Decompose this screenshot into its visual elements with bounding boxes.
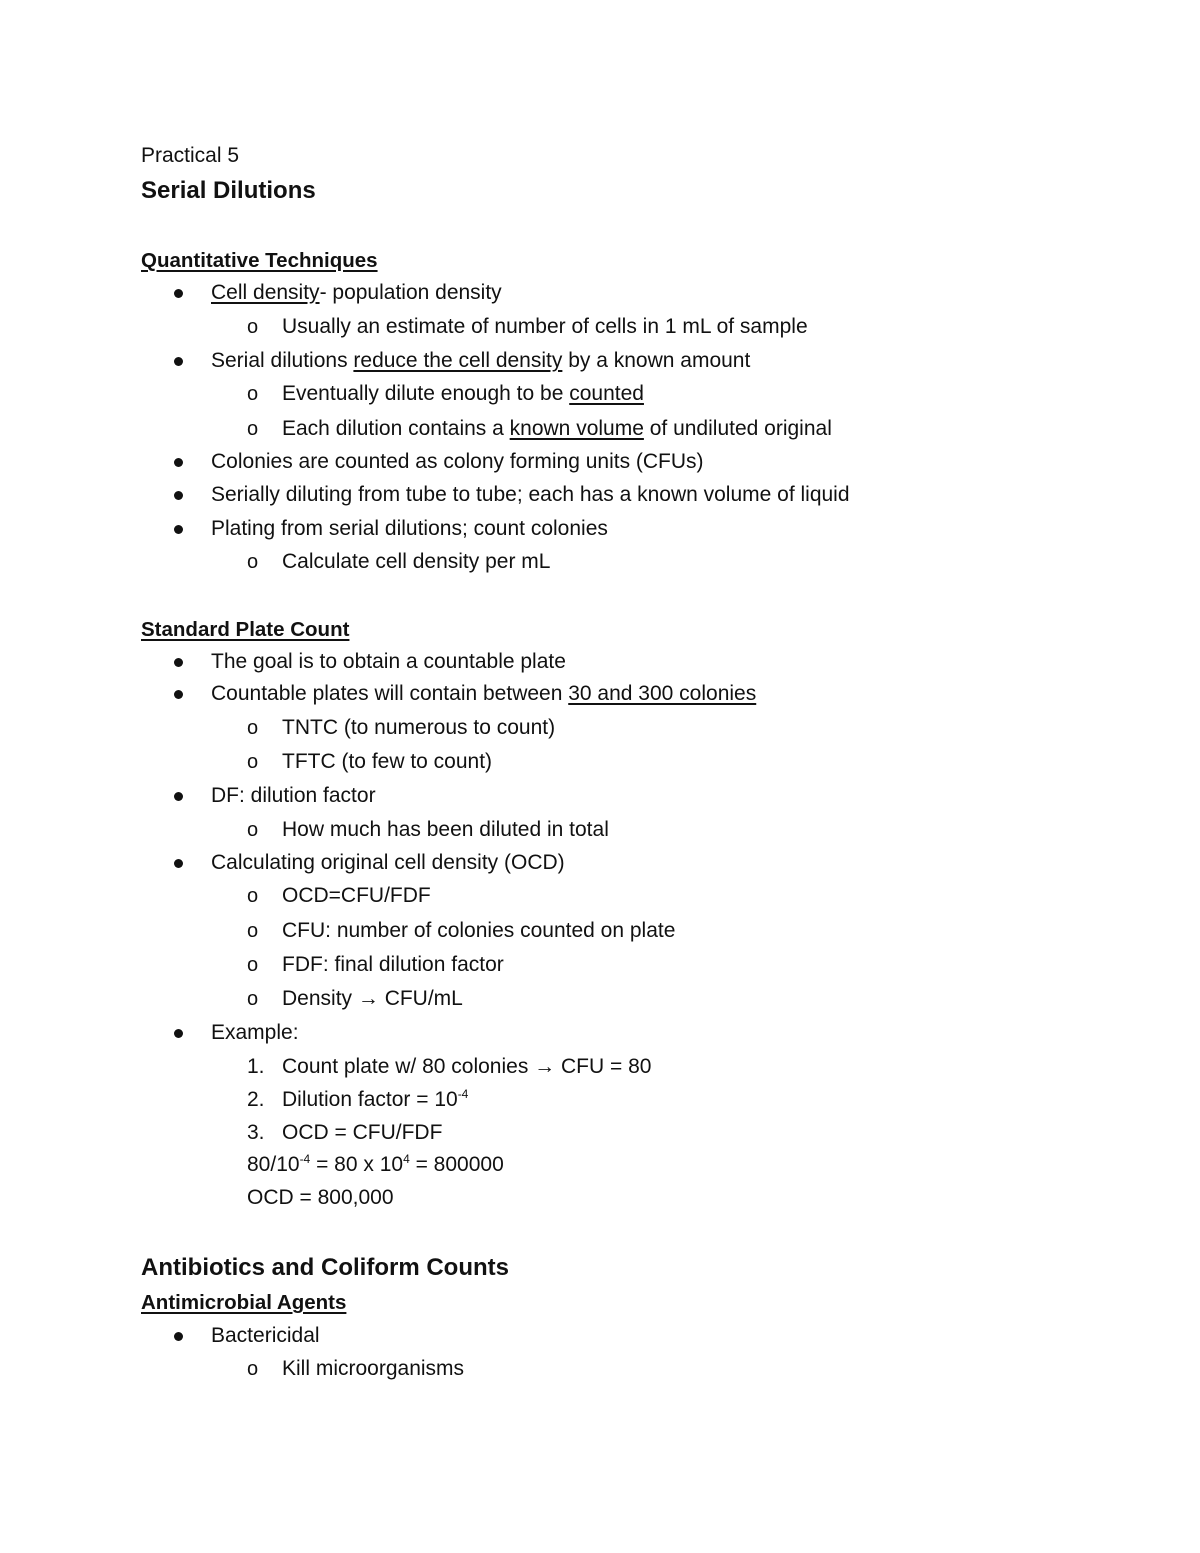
bullet-icon: [174, 850, 186, 876]
bullet-icon: [174, 482, 186, 508]
sub-list-item: Eventually dilute enough to be counted: [282, 382, 644, 405]
sub-list-item: Kill microorganisms: [282, 1357, 465, 1380]
bullet-icon: [174, 1020, 186, 1046]
result-line: OCD = 800,000: [247, 1186, 394, 1209]
list-number: 1.: [247, 1055, 265, 1078]
bullet-icon: [174, 783, 186, 809]
list-item: Countable plates will contain between 30 and 300 colonies: [211, 682, 757, 705]
list-number: 3.: [247, 1121, 265, 1144]
list-item: Bactericidal: [211, 1324, 320, 1347]
list-item: The goal is to obtain a countable plate: [211, 650, 566, 673]
sub-bullet-icon: o: [247, 954, 259, 976]
list-item: Example:: [211, 1021, 299, 1044]
section-heading-antimicrobial-agents: Antimicrobial Agents: [141, 1291, 347, 1314]
sub-bullet-icon: o: [247, 885, 259, 907]
sub-bullet-icon: o: [247, 920, 259, 942]
bullet-icon: [174, 1323, 186, 1349]
sub-bullet-icon: o: [247, 383, 259, 405]
sub-list-item: CFU: number of colonies counted on plate: [282, 919, 676, 942]
sub-bullet-icon: o: [247, 988, 259, 1010]
sub-list-item: OCD=CFU/FDF: [282, 884, 431, 907]
arrow-right-icon: →: [357, 987, 379, 1010]
sub-list-item: FDF: final dilution factor: [282, 953, 504, 976]
bullet-icon: [174, 348, 186, 374]
sub-bullet-icon: o: [247, 316, 259, 338]
bullet-icon: [174, 516, 186, 542]
page-title: Serial Dilutions: [141, 177, 316, 204]
sub-list-item: TFTC (to few to count): [282, 750, 493, 773]
bullet-icon: [174, 449, 186, 475]
list-item: Colonies are counted as colony forming units (CFUs): [211, 450, 704, 473]
sub-list-item: How much has been diluted in total: [282, 818, 609, 841]
sub-list-item: Each dilution contains a known volume of undiluted original: [282, 417, 832, 440]
list-item: Cell density- population density: [211, 281, 502, 304]
calculation-line: $80/10^{-4} = 80$ x $10^4 = 800000$: [247, 1152, 504, 1176]
bullet-icon: [174, 280, 186, 306]
section-title-antibiotics: Antibiotics and Coliform Counts: [141, 1254, 509, 1281]
section-heading-standard-plate-count: Standard Plate Count: [141, 618, 350, 641]
bullet-icon: [174, 681, 186, 707]
numbered-item: OCD = CFU/FDF: [282, 1121, 443, 1144]
numbered-item: Count plate w/ 80 colonies → CFU = 80: [282, 1055, 652, 1078]
list-item: Calculating original cell density (OCD): [211, 851, 565, 874]
numbered-item: Dilution factor = $10^{-4}$: [282, 1087, 469, 1111]
list-item: Plating from serial dilutions; count colonies: [211, 517, 608, 540]
sub-bullet-icon: o: [247, 751, 259, 773]
practical-label: Practical 5: [141, 144, 240, 167]
sub-list-item: TNTC (to numerous to count): [282, 716, 556, 739]
bullet-icon: [174, 649, 186, 675]
sub-list-item: Calculate cell density per mL: [282, 550, 551, 573]
list-number: 2.: [247, 1088, 265, 1111]
list-item: Serially diluting from tube to tube; each has a known volume of liquid: [211, 483, 850, 506]
section-heading-quantitative-techniques: Quantitative Techniques: [141, 249, 378, 272]
sub-list-item: Density → CFU/mL: [282, 987, 463, 1010]
list-item: Serial dilutions reduce the cell density by a known amount: [211, 349, 751, 372]
arrow-right-icon: →: [534, 1055, 556, 1078]
list-item: DF: dilution factor: [211, 784, 376, 807]
sub-bullet-icon: o: [247, 418, 259, 440]
sub-bullet-icon: o: [247, 1358, 259, 1380]
sub-bullet-icon: o: [247, 551, 259, 573]
sub-bullet-icon: o: [247, 819, 259, 841]
sub-bullet-icon: o: [247, 717, 259, 739]
sub-list-item: Usually an estimate of number of cells in 1 mL of sample: [282, 315, 808, 338]
